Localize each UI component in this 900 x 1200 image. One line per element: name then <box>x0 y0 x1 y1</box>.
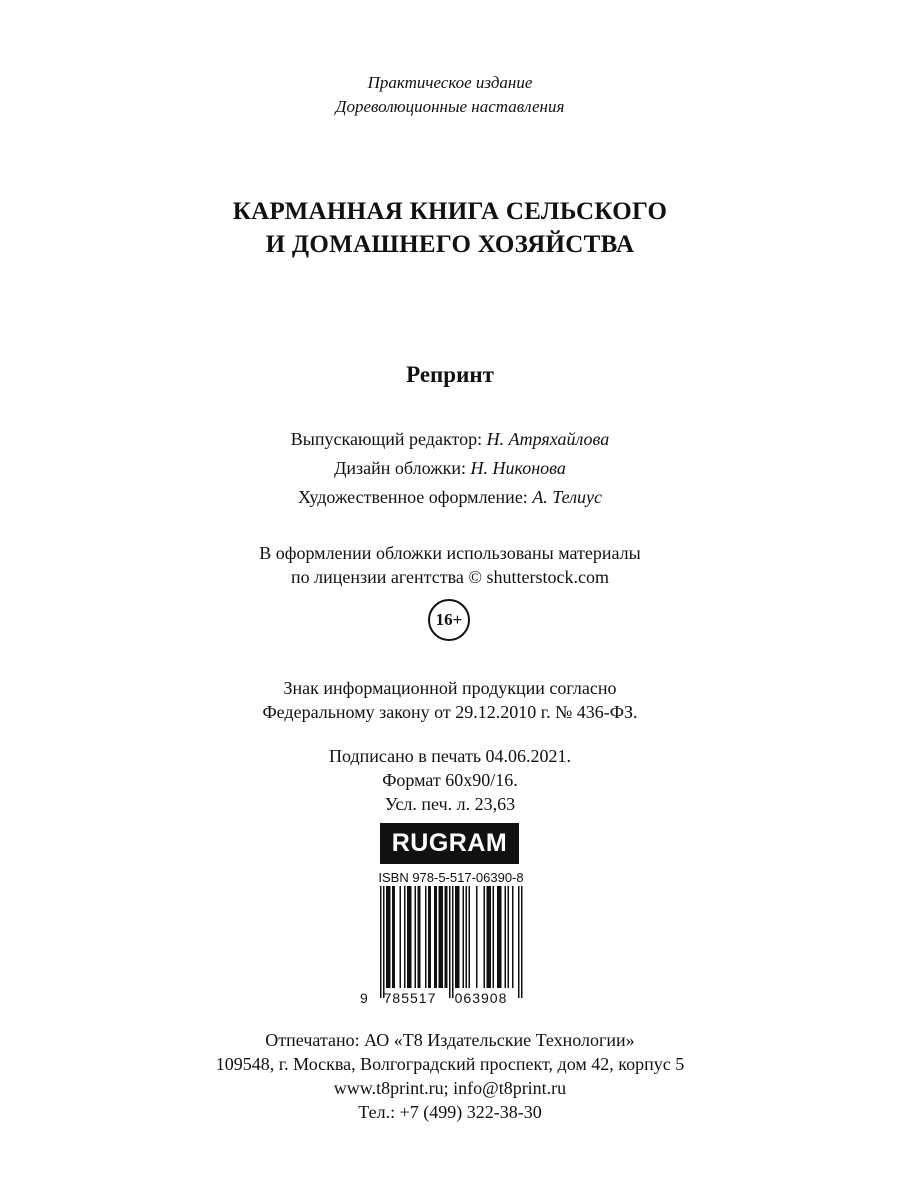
barcode-bar <box>428 886 430 988</box>
age-rating-badge: 16+ <box>428 599 470 641</box>
barcode-bar <box>394 886 396 988</box>
barcode-bar <box>388 886 390 988</box>
barcode-bar <box>430 886 432 988</box>
barcode-bar <box>415 886 417 988</box>
barcode-bar <box>488 886 490 988</box>
barcode-bar <box>383 886 385 998</box>
barcode-bar <box>463 886 465 988</box>
book-title-line-1: КАРМАННАЯ КНИГА СЕЛЬСКОГО <box>232 198 668 225</box>
barcode-bar <box>458 886 460 988</box>
barcode-bar <box>500 886 502 988</box>
barcode-bar <box>518 886 520 998</box>
isbn-number: ISBN 978-5-517-06390-8 <box>378 870 524 885</box>
barcode-bar <box>410 886 412 988</box>
barcode-bar <box>455 886 457 988</box>
barcode-bar <box>493 886 495 988</box>
barcode-bar <box>392 886 394 988</box>
barcode-right-digits: 063908 <box>454 990 508 1006</box>
barcode-first-digit: 9 <box>360 990 368 1006</box>
book-title-line-2: И ДОМАШНЕГО ХОЗЯЙСТВА <box>265 231 635 258</box>
barcode-bar <box>407 886 409 988</box>
barcode-bar <box>434 886 436 988</box>
barcode-bar <box>512 886 514 988</box>
barcode-bar <box>425 886 427 988</box>
barcode-bar <box>484 886 486 988</box>
cover-note-line-1: В оформлении обложки использованы материалы <box>259 543 641 563</box>
credit-name: А. Телиус <box>532 487 603 507</box>
credit-role: Дизайн обложки: <box>334 458 466 478</box>
barcode-bar <box>476 886 478 988</box>
barcode-bar <box>446 886 448 988</box>
barcode-bar <box>499 886 501 988</box>
barcode-bar <box>440 886 442 988</box>
printed-sheets: Усл. печ. л. 23,63 <box>384 794 516 814</box>
barcode-bar <box>418 886 420 988</box>
barcode-bar <box>442 886 444 988</box>
barcode-bar <box>452 886 454 998</box>
credit-art-design <box>0 487 900 508</box>
barcode-bar <box>487 886 489 988</box>
barcode-bar <box>521 886 523 998</box>
barcode-bar <box>419 886 421 988</box>
barcode-bar <box>409 886 411 988</box>
series-line-1: Практическое издание <box>367 73 533 92</box>
printer-phone: Тел.: +7 (499) 322-38-30 <box>358 1102 542 1122</box>
barcode-bar <box>389 886 391 988</box>
barcode-bar <box>380 886 382 998</box>
barcode-bar <box>497 886 499 988</box>
barcode-icon <box>370 886 530 1004</box>
barcode-bar <box>508 886 510 988</box>
barcode-bar <box>400 886 402 988</box>
credit-role: Художественное оформление: <box>297 487 528 507</box>
edition-label: Репринт <box>406 362 494 387</box>
printer-address: 109548, г. Москва, Волгоградский проспект, дом 42, корпус 5 <box>215 1054 685 1074</box>
info-sign-line-1: Знак информационной продукции согласно <box>283 678 617 698</box>
info-sign-line-2: Федеральному закону от 29.12.2010 г. № 436-ФЗ. <box>262 702 638 722</box>
barcode-bar <box>449 886 451 998</box>
cover-note-line-2: по лицензии агентства © shutterstock.com <box>291 567 609 587</box>
barcode-bar <box>466 886 468 988</box>
barcode-bar <box>445 886 447 988</box>
credit-cover-design <box>0 458 900 479</box>
barcode-bar <box>386 886 388 988</box>
barcode-bar <box>436 886 438 988</box>
printer-line-1: Отпечатано: АО «Т8 Издательские Технологии» <box>265 1030 635 1050</box>
printer-web: www.t8print.ru; info@t8print.ru <box>333 1078 567 1098</box>
credit-role: Выпускающий редактор: <box>290 429 483 449</box>
barcode-bar <box>457 886 459 988</box>
barcode-bar <box>490 886 492 988</box>
rugram-logo: RUGRAM <box>380 823 519 864</box>
signed-to-print: Подписано в печать 04.06.2021. <box>328 746 572 766</box>
barcode-bar <box>469 886 471 988</box>
barcode-left-digits: 785517 <box>383 990 437 1006</box>
barcode-bar <box>439 886 441 988</box>
barcode-bar <box>404 886 406 988</box>
credit-name: Н. Никонова <box>470 458 566 478</box>
series-line-2: Дореволюционные наставления <box>335 97 565 116</box>
credit-editor <box>0 429 900 450</box>
credit-name: Н. Атряхайлова <box>486 429 610 449</box>
paper-format: Формат 60х90/16. <box>382 770 518 790</box>
barcode-bar <box>505 886 507 988</box>
